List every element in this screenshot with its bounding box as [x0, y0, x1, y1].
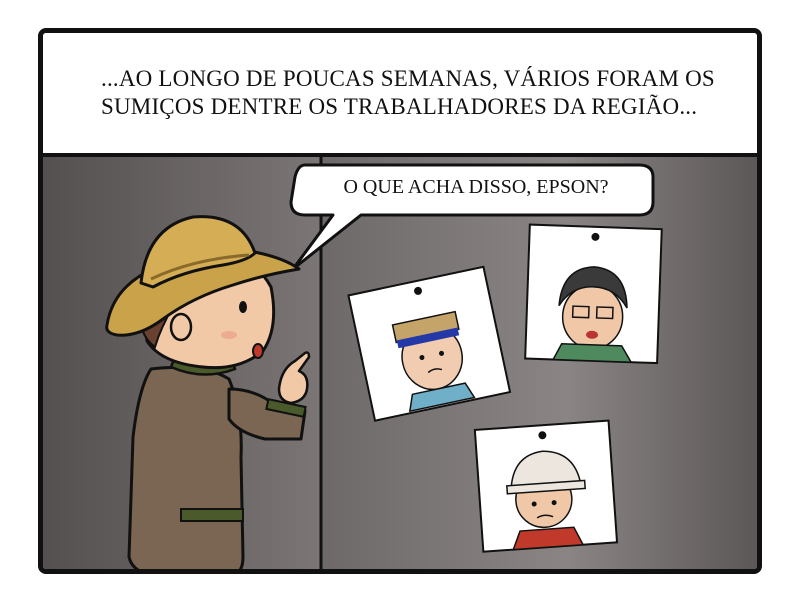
scene [43, 157, 757, 574]
caption-line-2: SUMIÇOS DENTRE OS TRABALHADORES DA REGIÃO... [101, 94, 698, 119]
speech-bubble-text: O QUE ACHA DISSO, EPSON? [343, 176, 609, 198]
photo-headband-worker [348, 267, 510, 421]
photo-hardhat-worker [475, 421, 617, 552]
scene-illustration [43, 157, 762, 574]
caption-line-1: ...AO LONGO DE POUCAS SEMANAS, VÁRIOS FORAM OS [101, 66, 715, 91]
caption-box [43, 33, 757, 157]
caption-text [101, 65, 721, 121]
photo-glasses-worker [525, 225, 662, 364]
comic-panel [38, 28, 762, 574]
